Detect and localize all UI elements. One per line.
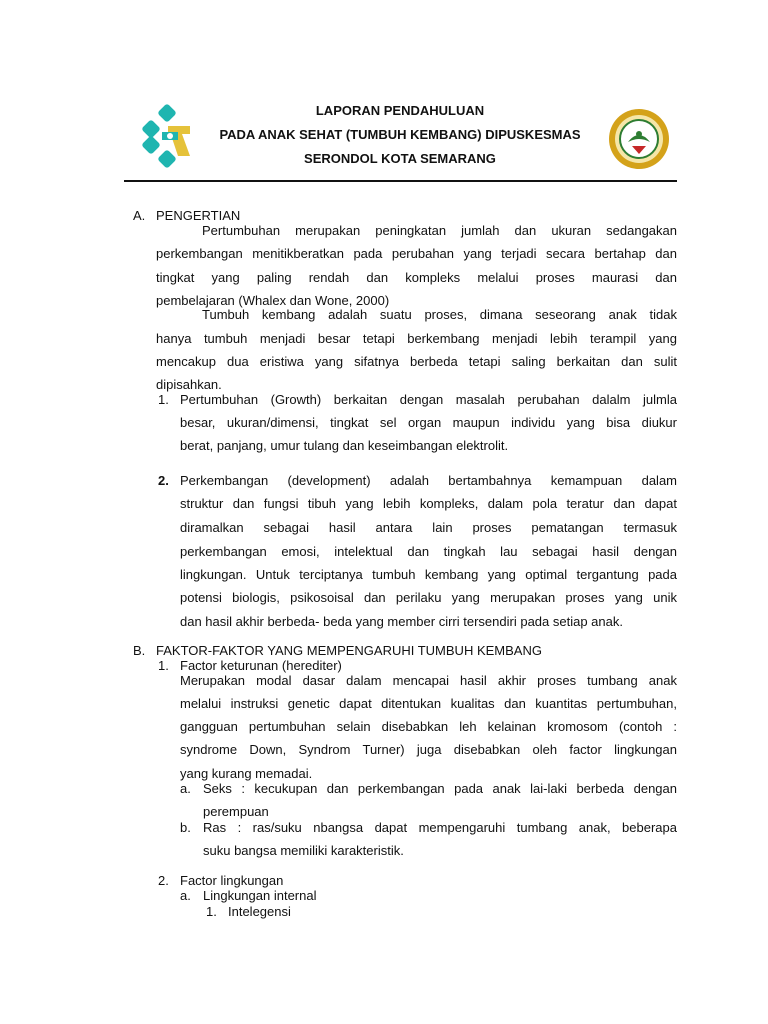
text-line: Tumbuh kembang adalah suatu proses, dimana seseorang anak tidak bbox=[202, 307, 677, 322]
report-title-line-3: SERONDOL KOTA SEMARANG bbox=[304, 151, 496, 166]
text-line: diramalkan sebagai hasil antara lain proses pematangan termasuk bbox=[180, 520, 677, 535]
sub-item-letter: a. bbox=[180, 888, 191, 903]
text-line: syndrome Down, Syndrom Turner) juga disebabkan oleh factor lingkungan bbox=[180, 742, 677, 757]
text-line: mencakup dua eristiwa yang sifatnya berbeda tetapi saling berkaitan dan sulit bbox=[156, 354, 677, 369]
text-line: Perkembangan (development) adalah bertambahnya kemampuan dalam bbox=[180, 473, 677, 488]
section-b-letter: B. bbox=[133, 643, 146, 658]
list-number: 1. bbox=[206, 904, 217, 919]
report-title-line-2: PADA ANAK SEHAT (TUMBUH KEMBANG) DIPUSKESMAS bbox=[219, 127, 581, 142]
header-divider bbox=[124, 180, 677, 182]
puskesmas-seal-logo bbox=[608, 108, 670, 170]
text-line: Merupakan modal dasar dalam mencapai hasil akhir proses tumbang anak bbox=[180, 673, 677, 688]
text-line: perempuan bbox=[203, 804, 269, 819]
text-line: dipisahkan. bbox=[156, 377, 222, 392]
text-line: berat, panjang, umur tulang dan keseimbangan elektrolit. bbox=[180, 438, 509, 453]
sub-item-letter: b. bbox=[180, 820, 191, 835]
report-title-line-1: LAPORAN PENDAHULUAN bbox=[315, 103, 485, 118]
text-line: struktur dan fungsi tibuh yang lebih kompleks, dalam pola teratur dan dapat bbox=[180, 496, 677, 511]
list-number: 2. bbox=[158, 473, 169, 488]
text-line: Pertumbuhan (Growth) berkaitan dengan masalah perubahan dalalm julmla bbox=[180, 392, 677, 407]
list-number: 2. bbox=[158, 873, 169, 888]
text-line: melalui instruksi genetic dapat ditentukan kualitas dan kuantitas pertumbuhan, bbox=[180, 696, 677, 711]
text-line: suku bangsa memiliki karakteristik. bbox=[203, 843, 404, 858]
section-a-heading: PENGERTIAN bbox=[156, 208, 241, 223]
text-line: gangguan pertumbuhan selain disebabkan leh kelainan kromosom (contoh : bbox=[180, 719, 677, 734]
text-line: yang kurang memadai. bbox=[180, 766, 313, 781]
list-number: 1. bbox=[158, 392, 169, 407]
sub-item-title: Intelegensi bbox=[228, 904, 291, 919]
text-line: Pertumbuhan merupakan peningkatan jumlah dan ukuran sedangakan bbox=[202, 223, 677, 238]
sub-item-letter: a. bbox=[180, 781, 191, 796]
text-line: Seks : kecukupan dan perkembangan pada anak lai-laki berbeda dengan bbox=[203, 781, 677, 796]
section-b-heading: FAKTOR-FAKTOR YANG MEMPENGARUHI TUMBUH KEMBANG bbox=[156, 643, 542, 658]
text-line: lingkungan. Untuk terciptanya tumbuh kembang yang optimal tergantung pada bbox=[180, 567, 677, 582]
text-line: tingkat yang paling rendah dan kompleks melalui proses maurasi dan bbox=[156, 270, 677, 285]
text-line: Ras : ras/suku nbangsa dapat mempengaruhi tumbang anak, beberapa bbox=[203, 820, 677, 835]
list-item-title: Factor keturunan (herediter) bbox=[180, 658, 342, 673]
text-line: besar, ukuran/dimensi, tingkat sel organ maupun individu yang bisa diukur bbox=[180, 415, 677, 430]
section-a-letter: A. bbox=[133, 208, 146, 223]
text-line: hanya tumbuh menjadi besar tetapi berkembang menjadi lebih terampil yang bbox=[156, 331, 677, 346]
text-line: perkembangan emosi, intelektual dan tingkah lau sebagai hasil dengan bbox=[180, 544, 677, 559]
text-line: pembelajaran (Whalex dan Wone, 2000) bbox=[156, 293, 390, 308]
text-line: dan hasil akhir berbeda- beda yang member cirri tersendiri pada setiap anak. bbox=[180, 614, 623, 629]
sub-item-title: Lingkungan internal bbox=[203, 888, 317, 903]
text-line: perkembangan menitikberatkan pada perubahan yang terjadi secara bertahap dan bbox=[156, 246, 677, 261]
list-number: 1. bbox=[158, 658, 169, 673]
text-line: potensi biologis, psikosoisal dan perilaku yang merupakan proses yang unik bbox=[180, 590, 677, 605]
list-item-title: Factor lingkungan bbox=[180, 873, 284, 888]
